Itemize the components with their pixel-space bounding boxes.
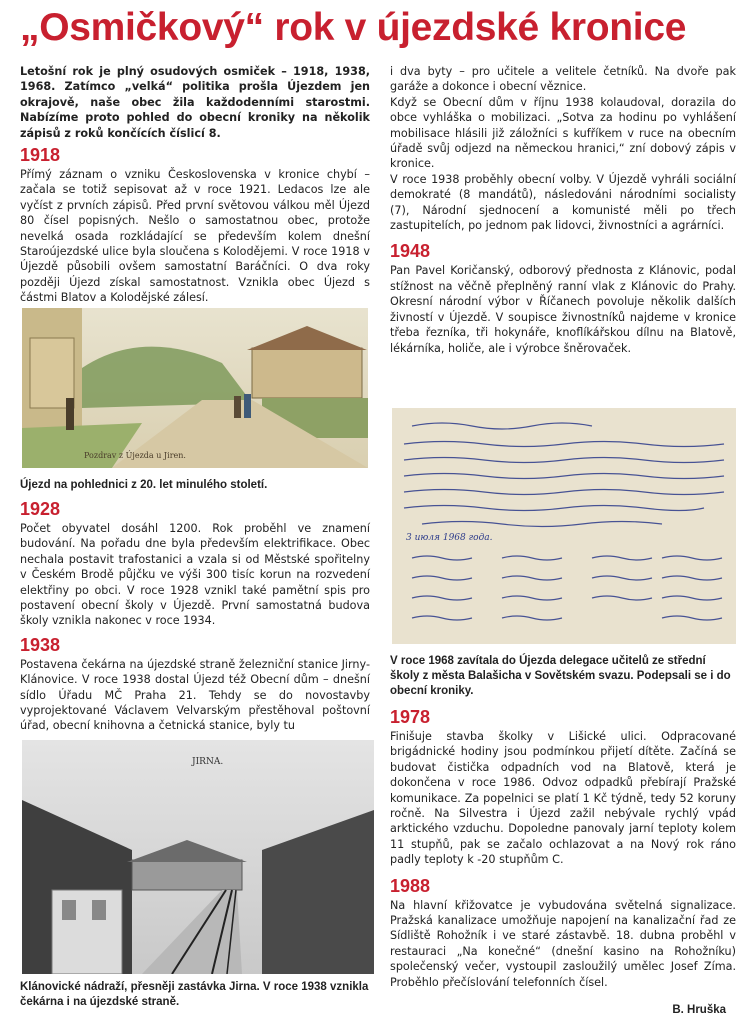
station-caption-block bbox=[20, 980, 370, 1010]
text-1938-part2: i dva byty – pro učitele a velitele četníků. Na dvoře pak garáže a dokonce i obecní věznice. bbox=[390, 65, 736, 94]
postcard-illustration bbox=[22, 308, 368, 468]
text-1978: Finišuje stavba školky v Lišické ulici. Odpracované brigádnické hodiny jsou podmínkou přijetí dítěte. Začíná se budovat čistička odpadních vod na Blatově, která je dokončena v roce 1986. Odvoz odpadků přebírají Pražské komunikace. Za popelnici se platí 1 Kč týdně, tedy 52 koruny ročně. Na Silvestra i Újezd zažil nebývale rychlý vpád arktického vzduchu. Dopoledne panovaly jarní teploty kolem 11 stupňů, pak se začalo ochlazovat a na Nový rok ráno padly teploty k -20 stupňům C. bbox=[390, 730, 736, 867]
year-heading-1938: 1938 bbox=[20, 634, 61, 655]
year-heading-1948: 1948 bbox=[390, 241, 431, 262]
caption-postcard: Újezd na pohlednici z 20. let minulého století. bbox=[20, 479, 268, 491]
text-1938-part3: Když se Obecní dům v říjnu 1938 kolaudoval, dorazila do obce vyhláška o mobilizaci. „Sotva za hodinu po vyhlášení mobilisace hlásili již záložníci s kufříkem v ruce na obecním úřadě svůj odjezd na německou hranici,“ zní dobový zápis v kronice. bbox=[390, 95, 736, 171]
letter-date: 3 июля 1968 года. bbox=[406, 533, 493, 543]
right-column-bottom bbox=[390, 654, 736, 990]
station-inscription: JIRNA. bbox=[192, 757, 224, 767]
year-heading-1918: 1918 bbox=[20, 145, 61, 166]
text-1938-part4: V roce 1938 proběhly obecní volby. V Újezdě vyhráli sociální demokraté (8 mandátů), následováni národními socialisty (7), Národní sjednocení a komunisté měli po třech zastupitelích, po jednom pak lidovci, živnostníci a agrárníci. bbox=[390, 172, 736, 233]
caption-letter: V roce 1968 zavítala do Újezda delegace učitelů ze střední školy z města Balašicha v Sovětském svazu. Podepsali se i do obecní kroniky. bbox=[390, 655, 731, 697]
article-title: „Osmičkový“ rok v újezdské kronice bbox=[20, 6, 687, 49]
year-heading-1928: 1928 bbox=[20, 499, 61, 519]
postcard-photo bbox=[22, 308, 368, 468]
year-heading-1988: 1988 bbox=[390, 875, 431, 896]
caption-station: Klánovické nádraží, přesněji zastávka Jirna. V roce 1938 vznikla čekárna i na újezdské straně. bbox=[20, 981, 369, 1008]
text-1988: Na hlavní křižovatce je vybudována světelná signalizace. Pražská kanalizace umožňuje napojení na kanalizační řad ze Sídliště Rohožník i ve staré zástavbě. 18. dubna proběhl v restauraci „Na konečné“ (dnešní kasino na Rohožníku) společenský večer, vystoupil zasloužilý umělec Josef Zíma. Proběhlo přečíslování telefonních čísel. bbox=[390, 898, 736, 989]
left-column-middle bbox=[20, 478, 370, 734]
year-heading-1978: 1978 bbox=[390, 707, 431, 727]
letter-photo bbox=[392, 408, 736, 644]
author-signature: B. Hruška bbox=[672, 1004, 726, 1016]
right-column-top bbox=[390, 64, 736, 356]
left-column-top bbox=[20, 64, 370, 306]
station-illustration bbox=[22, 740, 374, 974]
postcard-inscription: Pozdrav z Újezda u Jiren. bbox=[84, 451, 186, 460]
letter-illustration bbox=[392, 408, 736, 644]
intro-lead: Letošní rok je plný osudových osmiček – 1918, 1938, 1968. Zatímco „velká“ politika prošla Újezdem jen okrajově, naše obec žila každodenními starostmi. Nabízíme proto pohled do obecní kroniky na několik zápisů z roků končících číslicí 8. bbox=[20, 65, 370, 140]
text-1948: Pan Pavel Koričanský, odborový přednosta z Klánovic, podal stížnost na věčně přeplněný ranní vlak z Klánovic do Prahy. Okresní národní výbor v Říčanech povoluje několik dalších živností v Újezdě. V soupisce živnostníků najdeme v kronice třeba řezníka, tři hokynáře, knoflíkářskou dílnu na Blatově, lékárníka, holiče, ale i výrobce šněrovaček. bbox=[390, 264, 736, 355]
text-1938-part1: Postavena čekárna na újezdské straně železniční stanice Jirny-Klánovice. V roce 1938 dostal Újezd též Obecní dům – dnešní sídlo Úřadu MČ Praha 21. Tehdy se do novostavby vyprojektované Václavem Velvarským přestěhoval poštovní úřad, obecní knihovna a četnická stanice, byly tu bbox=[20, 657, 370, 733]
text-1918: Přímý záznam o vzniku Československa v kronice chybí – začala se totiž sepisovat až v roce 1921. Ledacos lze ale vyčíst z prvních zápisů. Před první světovou válkou měl Újezd 80 čísel popisných. Nešlo o samostatnou obec, protože nevelká osada rozkládající se především kolem dnešní Staroújezdské ulice byla sloučena s Kolodějemi. V roce 1918 v Újezdě působili ovšem samostatní Baráčníci. O dva roky později Újezd získal samostatnost. Vznikla obec Újezd s částmi Blatov a Kolodějské zálesí. bbox=[20, 168, 370, 305]
text-1928: Počet obyvatel dosáhl 1200. Rok proběhl ve znamení budování. Na pořadu dne byla především elektrifikace. Obec nechala postavit trafostanici a vzala si od Městské spořitelny v Českém Brodě půjčku ve výši 300 tisíc korun na rozvedení elektřiny po obci. V roce 1928 vznikl také pamětní spis pro postavení obecní školy v Újezdě. První samostatná budova školy vznikla nakonec v roce 1934. bbox=[20, 522, 370, 628]
station-photo bbox=[22, 740, 374, 974]
